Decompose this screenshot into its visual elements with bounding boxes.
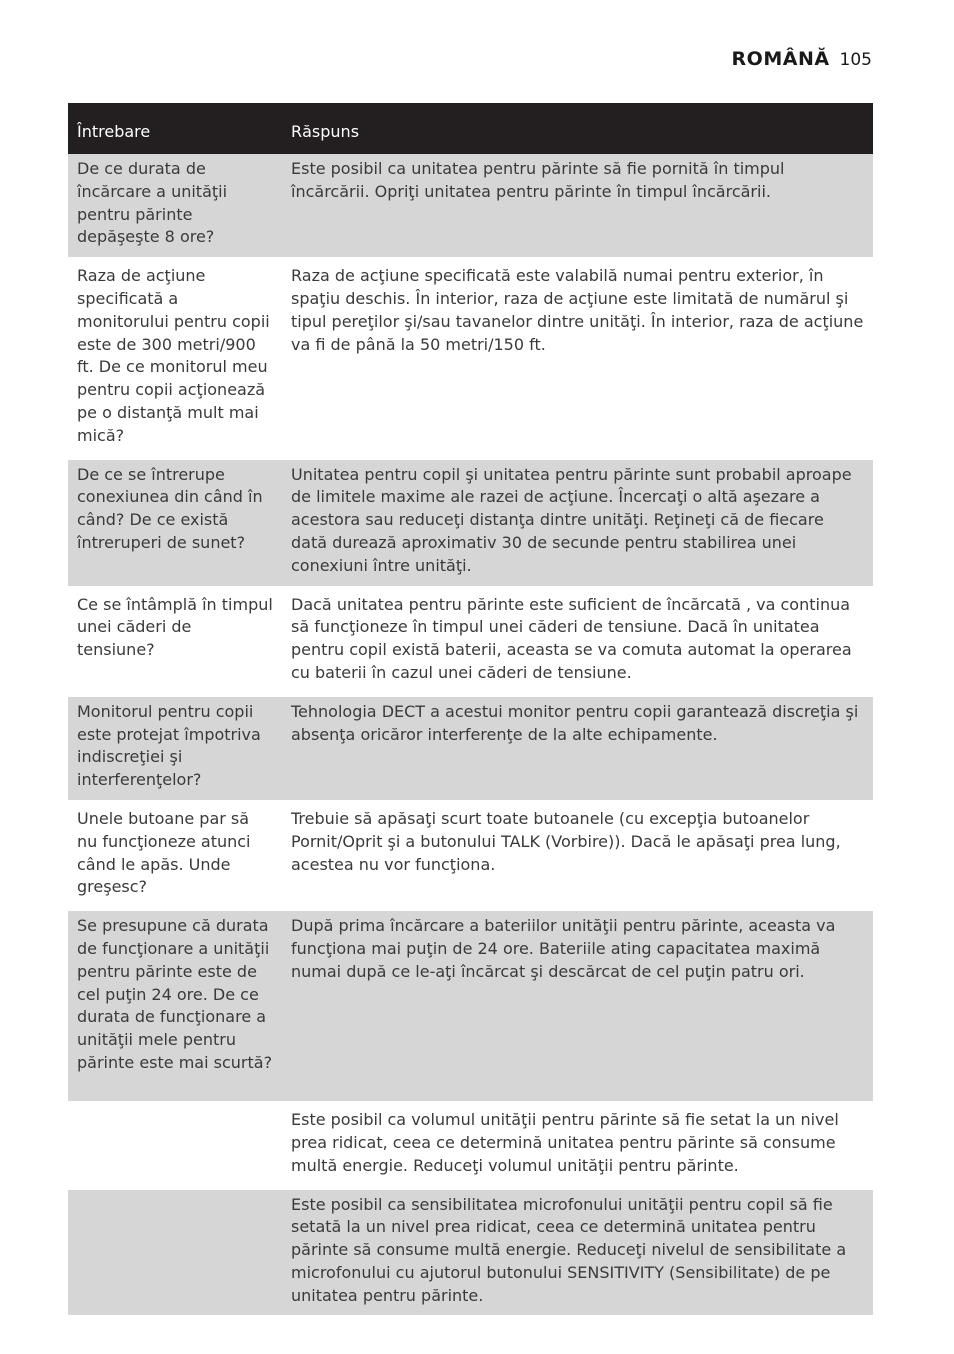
- question-cell: Unele butoane par să nu funcţioneze atunci când le apăs. Unde greşesc?: [68, 802, 282, 909]
- question-cell: [68, 1188, 282, 1318]
- column-header-answer: Răspuns: [282, 103, 873, 154]
- question-cell: Se presupune că durata de funcţionare a unităţii pentru părinte este de cel puţin 24 ore. De ce durata de funcţionare a unităţii mele pentru părinte este mai scurtă?: [68, 909, 282, 1103]
- question-cell: Raza de acţiune specificată a monitorului pentru copii este de 300 metri/900 ft. De ce monitorul meu pentru copii acţionează pe o distanţă mult mai mică?: [68, 259, 282, 457]
- answer-cell: Este posibil ca sensibilitatea microfonului unităţii pentru copil să fie setată la un nivel prea ridicat, ceea ce determină unitatea pentru părinte să consume multă energie. Reduceţi nivelul de sensibilitate a microfonului cu ajutorul butonului SENSITIVITY (Sensibilitate) de pe unitatea pentru părinte.: [282, 1188, 873, 1318]
- table-row: [68, 588, 873, 695]
- answer-cell: Unitatea pentru copil şi unitatea pentru părinte sunt probabil aproape de limitele maxime ale razei de acţiune. Încercaţi o altă aşezare a acestora sau reduceţi distanţa dintre unităţi. Reţineţi că de fiecare dată durează aproximativ 30 de secunde pentru stabilirea unei conexiuni între unităţi.: [282, 458, 873, 588]
- faq-table: [68, 103, 873, 1319]
- question-cell: [68, 1103, 282, 1187]
- language-label: ROMÂNĂ: [731, 48, 830, 70]
- question-cell: De ce durata de încărcare a unităţii pentru părinte depăşeşte 8 ore?: [68, 154, 282, 259]
- question-cell: De ce se întrerupe conexiunea din când în când? De ce există întreruperi de sunet?: [68, 458, 282, 588]
- page-number: 105: [839, 50, 872, 70]
- question-cell: Ce se întâmplă în timpul unei căderi de tensiune?: [68, 588, 282, 695]
- answer-cell: Trebuie să apăsaţi scurt toate butoanele (cu excepţia butoanelor Pornit/Oprit şi a butonului TALK (Vorbire)). Dacă le apăsaţi prea lung, acestea nu vor funcţiona.: [282, 802, 873, 909]
- table-row: [68, 458, 873, 588]
- table-row: [68, 909, 873, 1103]
- table-row: [68, 695, 873, 802]
- answer-cell: Raza de acţiune specificată este valabilă numai pentru exterior, în spaţiu deschis. În interior, raza de acţiune este limitată de numărul şi tipul pereţilor şi/sau tavanelor dintre unităţi. În interior, raza de acţiune va fi de până la 50 metri/150 ft.: [282, 259, 873, 457]
- table-row: [68, 802, 873, 909]
- column-header-question: Întrebare: [68, 103, 282, 154]
- answer-cell: După prima încărcare a bateriilor unităţii pentru părinte, aceasta va funcţiona mai puţin de 24 ore. Bateriile ating capacitatea maximă numai după ce le-aţi încărcat şi descărcat de cel puţin patru ori.: [282, 909, 873, 1103]
- answer-cell: Tehnologia DECT a acestui monitor pentru copii garantează discreţia şi absenţa oricăror interferenţe de la alte echipamente.: [282, 695, 873, 802]
- question-cell: Monitorul pentru copii este protejat împotriva indiscreţiei şi interferenţelor?: [68, 695, 282, 802]
- table-row: [68, 1188, 873, 1318]
- answer-cell: Este posibil ca unitatea pentru părinte să fie pornită în timpul încărcării. Opriţi unitatea pentru părinte în timpul încărcării.: [282, 154, 873, 259]
- table-row: [68, 259, 873, 457]
- table-header-row: [68, 103, 873, 154]
- table-row: [68, 154, 873, 259]
- answer-cell: Dacă unitatea pentru părinte este suficient de încărcată , va continua să funcţioneze în timpul unei căderi de tensiune. Dacă în unitatea pentru copil există baterii, aceasta se va comuta automat la operarea cu baterii în cazul unei căderi de tensiune.: [282, 588, 873, 695]
- table-row: [68, 1103, 873, 1187]
- page-header: [732, 48, 872, 70]
- answer-cell: Este posibil ca volumul unităţii pentru părinte să fie setat la un nivel prea ridicat, ceea ce determină unitatea pentru părinte să consume multă energie. Reduceţi volumul unităţii pentru părinte.: [282, 1103, 873, 1187]
